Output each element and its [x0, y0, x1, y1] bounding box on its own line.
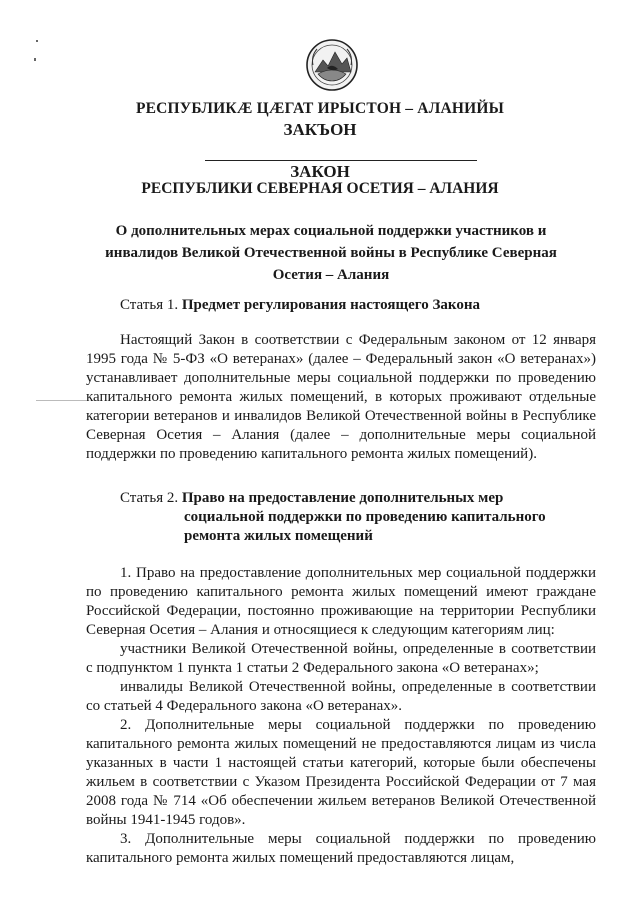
law-title-line: О дополнительных мерах социальной поддержки участников и [115, 223, 547, 239]
article-2-paragraph-1a: участники Великой Отечественной войны, определенные в соответствии с подпунктом 1 пункта 1 статьи 2 Федерального закона «О ветеранах»; [86, 641, 596, 676]
article-2-heading [120, 489, 503, 508]
article-1-prefix: Статья 1. [120, 297, 179, 313]
article-2-paragraph-1b: инвалиды Великой Отечественной войны, определенные в соответствии со статьей 4 Федерального закона «О ветеранах». [86, 679, 596, 714]
scan-speck [34, 58, 36, 61]
article-1-title: Предмет регулирования настоящего Закона [181, 297, 480, 313]
article-2-paragraph-3: 3. Дополнительные меры социальной поддержки по проведению капитального ремонта жилых помещений предоставляются лицам, [86, 831, 596, 866]
law-title-line: инвалидов Великой Отечественной войны в Республике Северная [105, 245, 557, 261]
article-1-text: Настоящий Закон в соответствии с Федеральным законом от 12 января 1995 года № 5-ФЗ «О ветеранах» (далее – Федеральный закон «О ветеранах») устанавливает дополнительные меры социальной поддержки по проведению капитального ремонта жилых помещений, в которых проживают отдельные категории ветеранов и инвалидов Великой Отечественной войны в Республике Северная Осетия – Алания (далее – дополнительные меры социальной поддержки по проведению капитального ремонта жилых помещений). [86, 332, 596, 462]
russian-republic-name: РЕСПУБЛИКИ СЕВЕРНАЯ ОСЕТИЯ – АЛАНИЯ [141, 180, 499, 197]
article-2-title-line3: ремонта жилых помещений [184, 528, 373, 544]
header-divider [205, 160, 477, 161]
ossetian-law-label: ЗАКЪОН [283, 120, 357, 139]
law-title [96, 220, 566, 286]
scan-speck [36, 400, 86, 401]
article-2-title-line2: социальной поддержки по проведению капитального [184, 509, 546, 525]
scan-speck [36, 40, 38, 42]
article-2-paragraph-1: 1. Право на предоставление дополнительных мер социальной поддержки по проведению капитального ремонта жилых помещений имеют граждане Российской Федерации, постоянно проживающие на территории Республики Северная Осетия – Алания и относящиеся к следующим категориям лиц: [86, 565, 596, 638]
article-2-prefix: Статья 2. [120, 490, 179, 506]
russian-law-label: ЗАКОН [290, 162, 350, 181]
article-2-paragraph-2: 2. Дополнительные меры социальной поддержки по проведению капитального ремонта жилых помещений не предоставляются лицам из числа указанных в части 1 настоящей статьи категорий, которые были обеспечены жильем в соответствии с Указом Президента Российской Федерации от 7 мая 2008 года № 714 «Об обеспечении жильем ветеранов Великой Отечественной войны 1941-1945 годов». [86, 717, 596, 828]
law-title-line: Осетия – Алания [272, 267, 390, 283]
ossetian-republic-name: РЕСПУБЛИКÆ ЦÆГАТ ИРЫСТОН – АЛАНИЙЫ [135, 100, 505, 117]
article-2-title-line1: Право на предоставление дополнительных мер [181, 490, 504, 506]
republic-emblem-icon [305, 38, 359, 92]
article-1-heading [120, 296, 480, 315]
